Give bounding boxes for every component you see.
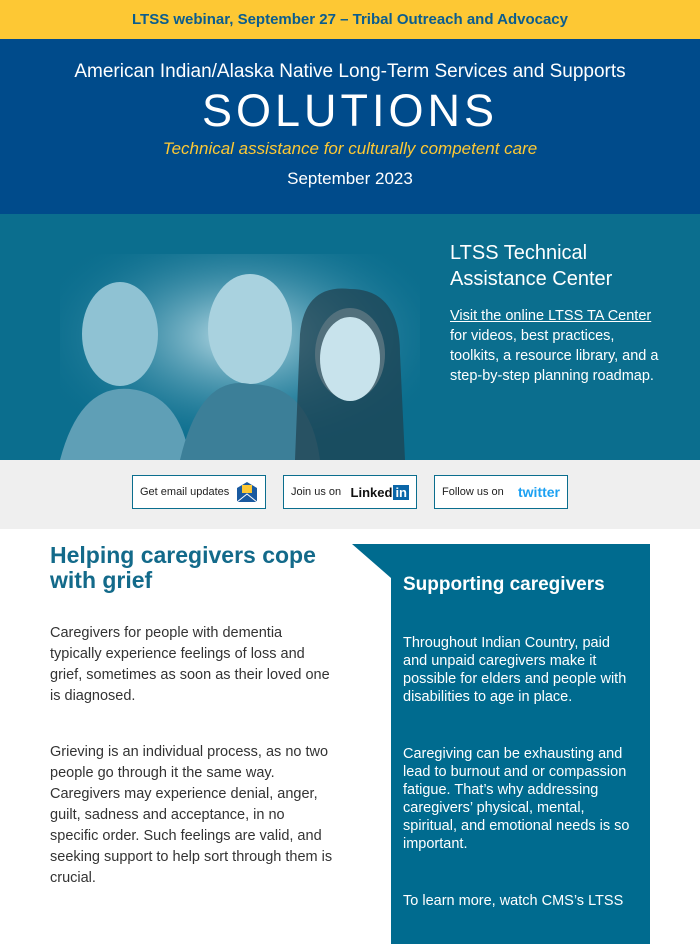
issue-date: September 2023 <box>287 169 413 188</box>
ta-center-body: for videos, best practices, toolkits, a resource library, and a step-by-step planning roadmap. <box>450 328 659 384</box>
header <box>0 39 700 214</box>
sidebar-title: Supporting caregivers <box>403 574 605 595</box>
twitter-logo: twitter <box>518 484 560 500</box>
page-title: SOLUTIONS <box>201 85 499 136</box>
article <box>50 543 335 924</box>
twitter-label: Follow us on <box>442 486 504 498</box>
linkedin-label: Join us on <box>291 486 342 498</box>
ta-center-text <box>450 306 660 386</box>
hero <box>0 214 700 460</box>
twitter-button[interactable] <box>434 475 568 509</box>
elders-photo <box>60 254 420 460</box>
article-title: Helping caregivers cope with grief <box>50 542 316 593</box>
ta-center-title: LTSS Technical Assistance Center <box>450 242 613 290</box>
sidebar <box>391 544 650 944</box>
social-bar <box>0 460 700 529</box>
article-paragraph: Caregivers for people with dementia typically experience feelings of loss and grief, sometimes as soon as their loved one is diagnosed. <box>50 625 330 704</box>
header-subtitle: American Indian/Alaska Native Long-Term Services and Supports <box>74 61 626 82</box>
sidebar-corner <box>352 544 391 578</box>
linkedin-logo-text: Linked <box>350 484 393 500</box>
sidebar-paragraph: To learn more, watch CMS’s LTSS <box>403 893 624 909</box>
email-updates-label: Get email updates <box>140 486 230 498</box>
tagline: Technical assistance for culturally competent care <box>162 139 538 158</box>
ta-center-link[interactable]: Visit the online LTSS TA Center <box>450 308 652 324</box>
linkedin-logo <box>351 485 409 500</box>
linkedin-logo-in: in <box>395 484 407 500</box>
sidebar-paragraph: Throughout Indian Country, paid and unpaid caregivers make it possible for elders and people with disabilities to age in place. <box>403 635 627 705</box>
linkedin-button[interactable] <box>283 475 417 509</box>
email-icon <box>236 481 258 503</box>
sidebar-paragraph: Caregiving can be exhausting and lead to burnout and or compassion fatigue. That’s why addressing caregivers’ physical, mental, spiritual, and emotional needs is so important. <box>403 746 630 852</box>
webinar-banner[interactable]: LTSS webinar, September 27 – Tribal Outreach and Advocacy <box>0 0 700 39</box>
email-updates-button[interactable] <box>132 475 266 509</box>
article-paragraph: Grieving is an individual process, as no two people go through it the same way. Caregivers may experience denial, anger, guilt, sadness and acceptance, in no specific order. Such feelings are valid, and seeking support to help sort through them is crucial. <box>50 744 333 886</box>
